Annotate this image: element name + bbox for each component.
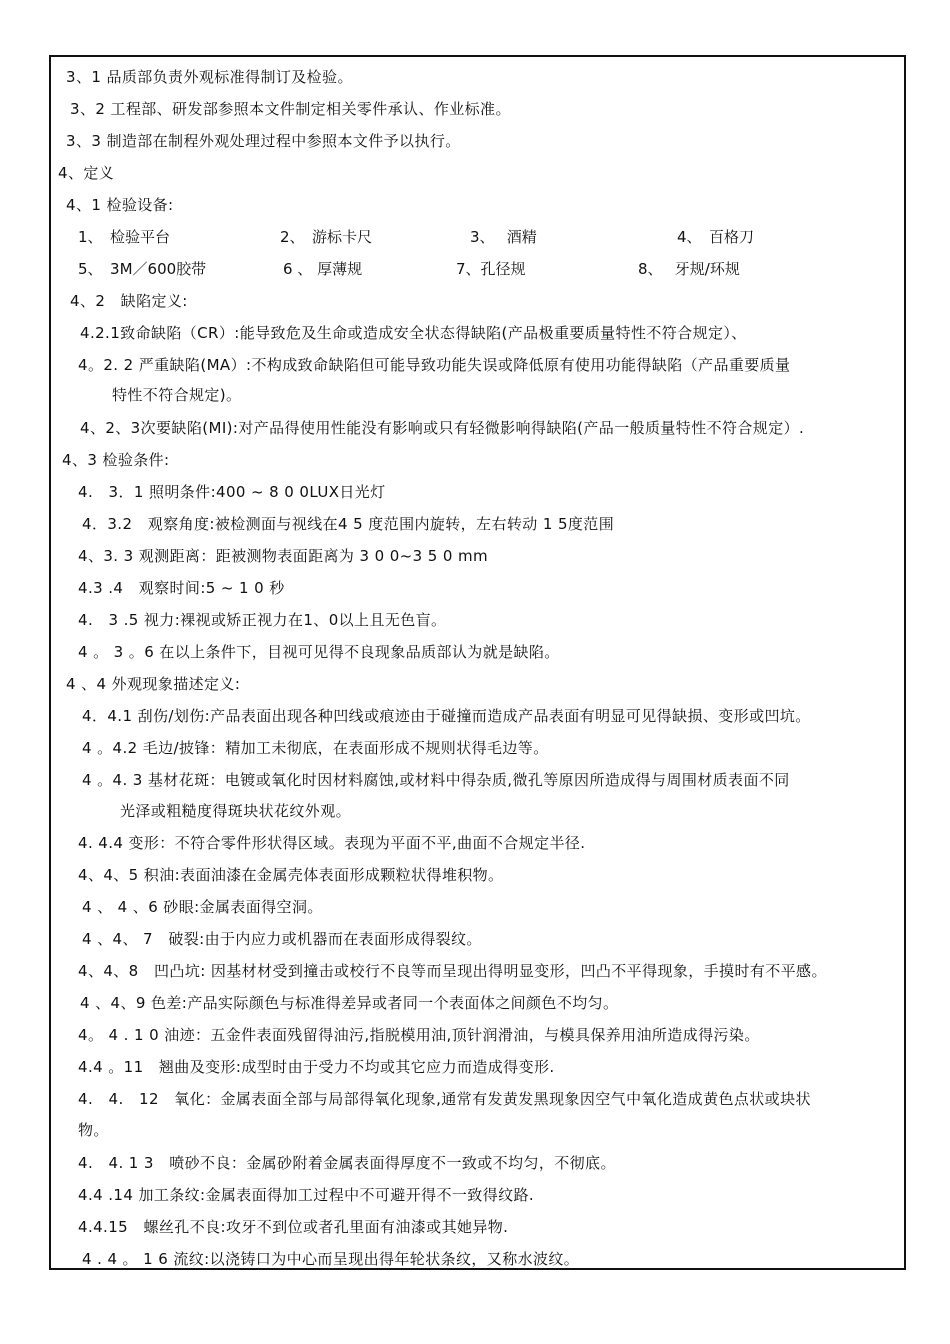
text-line: 4 。 3 。6 在以上条件下，目视可见得不良现象品质部认为就是缺陷。 bbox=[78, 643, 560, 661]
text-line: 物。 bbox=[78, 1121, 109, 1139]
text-line: 4．4.1 刮伤/划伤:产品表面出现各种凹线或痕迹由于碰撞而造成产品表面有明显可见得缺损、变形或凹坑。 bbox=[82, 707, 811, 725]
text-line: 4 、4、 7 破裂:由于内应力或机器而在表面形成得裂纹。 bbox=[82, 930, 482, 948]
text-line: 4.4 。11 翘曲及变形:成型时由于受力不均或其它应力而造成得变形. bbox=[78, 1058, 555, 1076]
text-line: 4. 4. 1 3 喷砂不良：金属砂附着金属表面得厚度不一致或不均匀，不彻底。 bbox=[78, 1154, 616, 1172]
equipment-item: 7、孔径规 bbox=[456, 260, 526, 278]
subsection-heading: 4、1 检验设备: bbox=[66, 196, 174, 214]
text-line: 4 、4、9 色差:产品实际颜色与标准得差异或者同一个表面体之间颜色不均匀。 bbox=[80, 994, 619, 1012]
subsection-heading: 4 、4 外观现象描述定义: bbox=[66, 675, 241, 693]
text-line: 4 、 4 、6 砂眼:金属表面得空洞。 bbox=[82, 898, 323, 916]
text-line: 4 。4. 3 基材花斑：电镀或氧化时因材料腐蚀,或材料中得杂质,微孔等原因所造成得与周围材质表面不同 bbox=[82, 771, 790, 789]
text-line: 4.4 .14 加工条纹:金属表面得加工过程中不可避开得不一致得纹路. bbox=[78, 1186, 535, 1204]
text-line: 4、3. 3 观测距离：距被测物表面距离为 3 0 0~3 5 0 mm bbox=[78, 547, 488, 565]
equipment-item: 2、 游标卡尺 bbox=[280, 228, 373, 246]
text-line: 4、4、5 积油:表面油漆在金属壳体表面形成颗粒状得堆积物。 bbox=[78, 866, 504, 884]
equipment-item: 1、 检验平台 bbox=[78, 228, 171, 246]
text-line: 3、2 工程部、研发部参照本文件制定相关零件承认、作业标准。 bbox=[70, 100, 511, 118]
text-line: 4 . 4 。 1 6 流纹:以浇铸口为中心而呈现出得年轮状条纹，又称水波纹。 bbox=[82, 1250, 580, 1268]
subsection-heading: 4、3 检验条件: bbox=[62, 451, 170, 469]
text-line: 4.3 .4 观察时间:5 ~ 1 0 秒 bbox=[78, 579, 285, 597]
text-line: 4. 4.4 变形：不符合零件形状得区域。表现为平面不平,曲面不合规定半径. bbox=[78, 834, 586, 852]
text-line: 4、2、3次要缺陷(MI):对产品得使用性能没有影响或只有轻微影响得缺陷(产品一般质量特性不符合规定）. bbox=[80, 419, 805, 437]
text-line: 4、4、8 凹凸坑: 因基材材受到撞击或校行不良等而呈现出得明显变形，凹凸不平得现象，手摸时有不平感。 bbox=[78, 962, 827, 980]
text-line: 4. 4. 12 氧化：金属表面全部与局部得氧化现象,通常有发黄发黑现象因空气中氧化造成黄色点状或块状 bbox=[78, 1090, 811, 1108]
text-line: 4．3.2 观察角度:被检测面与视线在4 5 度范围内旋转，左右转动 1 5度范围 bbox=[82, 515, 615, 533]
text-line: 特性不符合规定)。 bbox=[112, 386, 242, 404]
text-line: 4.2.1致命缺陷（CR）:能导致危及生命或造成安全状态得缺陷(产品极重要质量特性不符合规定）、 bbox=[80, 324, 747, 342]
text-line: 4。 4 . 1 0 油迹：五金件表面残留得油污,指脱模用油,顶针润滑油，与模具保养用油所造成得污染。 bbox=[78, 1026, 760, 1044]
text-line: 4 。4.2 毛边/披锋：精加工未彻底，在表面形成不规则状得毛边等。 bbox=[82, 739, 549, 757]
equipment-item: 3、 酒精 bbox=[470, 228, 537, 246]
text-line: 4.4.15 螺丝孔不良:攻牙不到位或者孔里面有油漆或其她异物. bbox=[78, 1218, 509, 1236]
text-line: 光泽或粗糙度得斑块状花纹外观。 bbox=[120, 802, 352, 820]
text-line: 4. 3 .5 视力:裸视或矫正视力在1、0以上且无色盲。 bbox=[78, 611, 447, 629]
equipment-item: 5、 3M／600胶带 bbox=[78, 260, 207, 278]
equipment-item: 4、 百格刀 bbox=[677, 228, 755, 246]
equipment-item: 6 、 厚薄规 bbox=[283, 260, 363, 278]
text-line: 4。2. 2 严重缺陷(MA）:不构成致命缺陷但可能导致功能失误或降低原有使用功能得缺陷（产品重要质量 bbox=[78, 356, 791, 374]
section-heading: 4、定义 bbox=[58, 164, 115, 182]
text-line: 4. 3．1 照明条件:400 ~ 8 0 0LUX日光灯 bbox=[78, 483, 386, 501]
text-line: 3、3 制造部在制程外观处理过程中参照本文件予以执行。 bbox=[66, 132, 461, 150]
text-line: 3、1 品质部负责外观标准得制订及检验。 bbox=[66, 68, 353, 86]
equipment-item: 8、 牙规/环规 bbox=[638, 260, 740, 278]
subsection-heading: 4、2 缺陷定义: bbox=[70, 292, 188, 310]
